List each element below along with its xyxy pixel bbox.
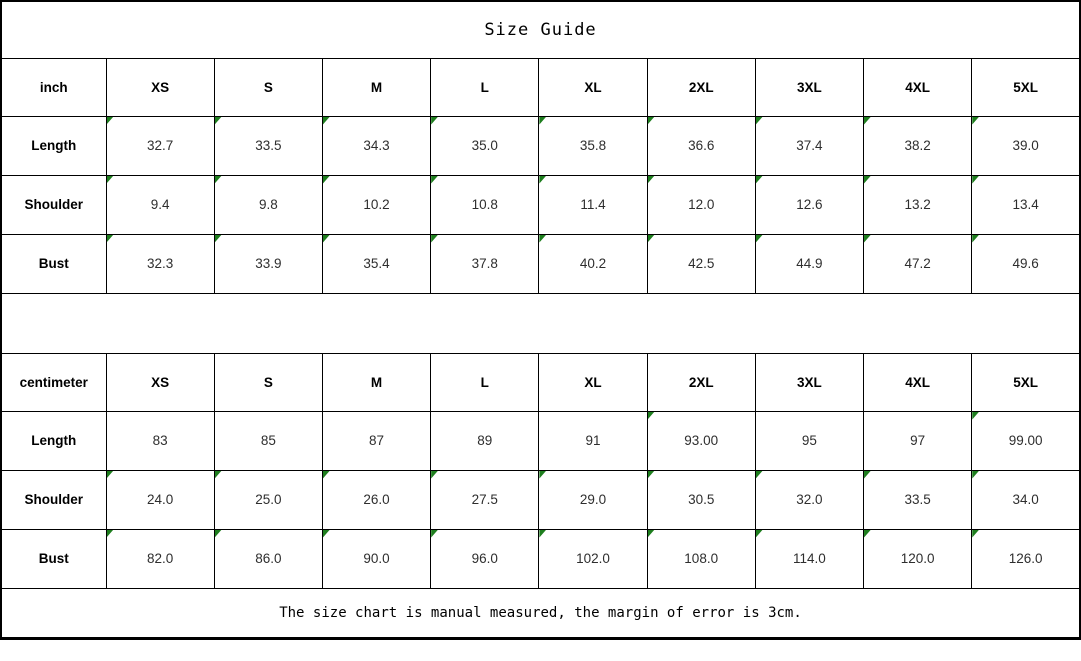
measure-cell: 102.0: [539, 529, 647, 588]
measure-cell: 9.8: [214, 175, 322, 234]
measure-cell: 35.0: [431, 116, 539, 175]
marker-triangle-icon: [864, 235, 871, 243]
marker-triangle-icon: [431, 176, 438, 184]
marker-triangle-icon: [756, 176, 763, 184]
marker-triangle-icon: [648, 235, 655, 243]
measure-cell: 47.2: [864, 234, 972, 293]
measure-row-inch-shoulder: [1, 175, 1080, 234]
size-header-cell: L: [431, 58, 539, 116]
size-header-cell: L: [431, 353, 539, 411]
spacer-row: [1, 293, 1080, 353]
size-header-cell: 2XL: [647, 353, 755, 411]
measure-cell: 37.8: [431, 234, 539, 293]
measure-cell: 93.00: [647, 411, 755, 470]
size-header-cell: 3XL: [755, 58, 863, 116]
marker-triangle-icon: [215, 117, 222, 125]
measure-cell: 11.4: [539, 175, 647, 234]
marker-triangle-icon: [431, 530, 438, 538]
measure-cell: 37.4: [755, 116, 863, 175]
marker-triangle-icon: [972, 471, 979, 479]
marker-triangle-icon: [215, 235, 222, 243]
marker-triangle-icon: [756, 235, 763, 243]
measure-cell: 42.5: [647, 234, 755, 293]
marker-triangle-icon: [107, 235, 114, 243]
marker-triangle-icon: [431, 471, 438, 479]
measure-cell: 32.3: [106, 234, 214, 293]
measure-cell: 36.6: [647, 116, 755, 175]
marker-triangle-icon: [648, 117, 655, 125]
footer-row: [1, 588, 1080, 638]
size-header-cell: 2XL: [647, 58, 755, 116]
measure-cell: 49.6: [972, 234, 1080, 293]
marker-triangle-icon: [972, 530, 979, 538]
marker-triangle-icon: [107, 176, 114, 184]
marker-triangle-icon: [648, 471, 655, 479]
row-label-cell: Length: [1, 116, 106, 175]
row-label-cell: Bust: [1, 234, 106, 293]
size-header-cell: 4XL: [864, 58, 972, 116]
size-header-cell: 3XL: [755, 353, 863, 411]
size-header-cell: M: [322, 58, 430, 116]
measure-cell: 44.9: [755, 234, 863, 293]
marker-triangle-icon: [864, 530, 871, 538]
measure-cell: 126.0: [972, 529, 1080, 588]
measure-cell: 89: [431, 411, 539, 470]
size-header-cell: M: [322, 353, 430, 411]
marker-triangle-icon: [539, 530, 546, 538]
measure-cell: 32.7: [106, 116, 214, 175]
marker-triangle-icon: [539, 471, 546, 479]
size-header-row-centimeter: [1, 353, 1080, 411]
measure-cell: 108.0: [647, 529, 755, 588]
measure-row-inch-bust: [1, 234, 1080, 293]
unit-label-cell-inch: inch: [1, 58, 106, 116]
measure-cell: 35.8: [539, 116, 647, 175]
marker-triangle-icon: [539, 117, 546, 125]
measure-cell: 30.5: [647, 470, 755, 529]
measure-row-inch-length: [1, 116, 1080, 175]
size-header-cell: XL: [539, 58, 647, 116]
measure-cell: 9.4: [106, 175, 214, 234]
measure-cell: 91: [539, 411, 647, 470]
measure-cell: 12.0: [647, 175, 755, 234]
measure-row-centimeter-bust: [1, 529, 1080, 588]
page-title: Size Guide: [1, 1, 1080, 58]
marker-triangle-icon: [864, 117, 871, 125]
marker-triangle-icon: [972, 235, 979, 243]
measure-cell: 82.0: [106, 529, 214, 588]
marker-triangle-icon: [215, 471, 222, 479]
measure-cell: 33.5: [864, 470, 972, 529]
measure-cell: 10.8: [431, 175, 539, 234]
marker-triangle-icon: [323, 176, 330, 184]
measure-cell: 120.0: [864, 529, 972, 588]
measure-cell: 12.6: [755, 175, 863, 234]
measure-row-centimeter-shoulder: [1, 470, 1080, 529]
measure-row-centimeter-length: [1, 411, 1080, 470]
size-header-cell: 5XL: [972, 353, 1080, 411]
measure-cell: 96.0: [431, 529, 539, 588]
size-header-cell: S: [214, 58, 322, 116]
row-label-cell: Shoulder: [1, 470, 106, 529]
marker-triangle-icon: [756, 530, 763, 538]
measure-cell: 29.0: [539, 470, 647, 529]
measure-cell: 83: [106, 411, 214, 470]
marker-triangle-icon: [431, 235, 438, 243]
marker-triangle-icon: [107, 530, 114, 538]
measure-cell: 38.2: [864, 116, 972, 175]
size-header-cell: XS: [106, 58, 214, 116]
size-header-cell: 5XL: [972, 58, 1080, 116]
marker-triangle-icon: [431, 117, 438, 125]
marker-triangle-icon: [864, 176, 871, 184]
marker-triangle-icon: [539, 235, 546, 243]
marker-triangle-icon: [972, 117, 979, 125]
measure-cell: 10.2: [322, 175, 430, 234]
size-header-cell: XS: [106, 353, 214, 411]
marker-triangle-icon: [648, 412, 655, 420]
marker-triangle-icon: [323, 471, 330, 479]
measure-cell: 34.3: [322, 116, 430, 175]
footer-note: The size chart is manual measured, the margin of error is 3cm.: [1, 588, 1080, 638]
marker-triangle-icon: [864, 471, 871, 479]
measure-cell: 87: [322, 411, 430, 470]
measure-cell: 114.0: [755, 529, 863, 588]
marker-triangle-icon: [972, 176, 979, 184]
marker-triangle-icon: [972, 412, 979, 420]
measure-cell: 13.4: [972, 175, 1080, 234]
measure-cell: 25.0: [214, 470, 322, 529]
title-row: [1, 1, 1080, 58]
marker-triangle-icon: [648, 530, 655, 538]
measure-cell: 32.0: [755, 470, 863, 529]
measure-cell: 99.00: [972, 411, 1080, 470]
measure-cell: 90.0: [322, 529, 430, 588]
marker-triangle-icon: [323, 235, 330, 243]
marker-triangle-icon: [323, 117, 330, 125]
measure-cell: 34.0: [972, 470, 1080, 529]
size-header-cell: XL: [539, 353, 647, 411]
marker-triangle-icon: [107, 471, 114, 479]
marker-triangle-icon: [756, 471, 763, 479]
row-label-cell: Bust: [1, 529, 106, 588]
size-header-cell: 4XL: [864, 353, 972, 411]
measure-cell: 35.4: [322, 234, 430, 293]
measure-cell: 95: [755, 411, 863, 470]
row-label-cell: Shoulder: [1, 175, 106, 234]
measure-cell: 33.5: [214, 116, 322, 175]
marker-triangle-icon: [323, 530, 330, 538]
measure-cell: 24.0: [106, 470, 214, 529]
measure-cell: 26.0: [322, 470, 430, 529]
measure-cell: 27.5: [431, 470, 539, 529]
size-header-row-inch: [1, 58, 1080, 116]
marker-triangle-icon: [215, 176, 222, 184]
unit-label-cell-centimeter: centimeter: [1, 353, 106, 411]
measure-cell: 86.0: [214, 529, 322, 588]
spacer-cell: [1, 293, 1080, 353]
marker-triangle-icon: [215, 530, 222, 538]
row-label-cell: Length: [1, 411, 106, 470]
measure-cell: 97: [864, 411, 972, 470]
measure-cell: 39.0: [972, 116, 1080, 175]
measure-cell: 40.2: [539, 234, 647, 293]
measure-cell: 33.9: [214, 234, 322, 293]
measure-cell: 85: [214, 411, 322, 470]
size-header-cell: S: [214, 353, 322, 411]
marker-triangle-icon: [107, 117, 114, 125]
measure-cell: 13.2: [864, 175, 972, 234]
marker-triangle-icon: [648, 176, 655, 184]
marker-triangle-icon: [756, 117, 763, 125]
marker-triangle-icon: [539, 176, 546, 184]
